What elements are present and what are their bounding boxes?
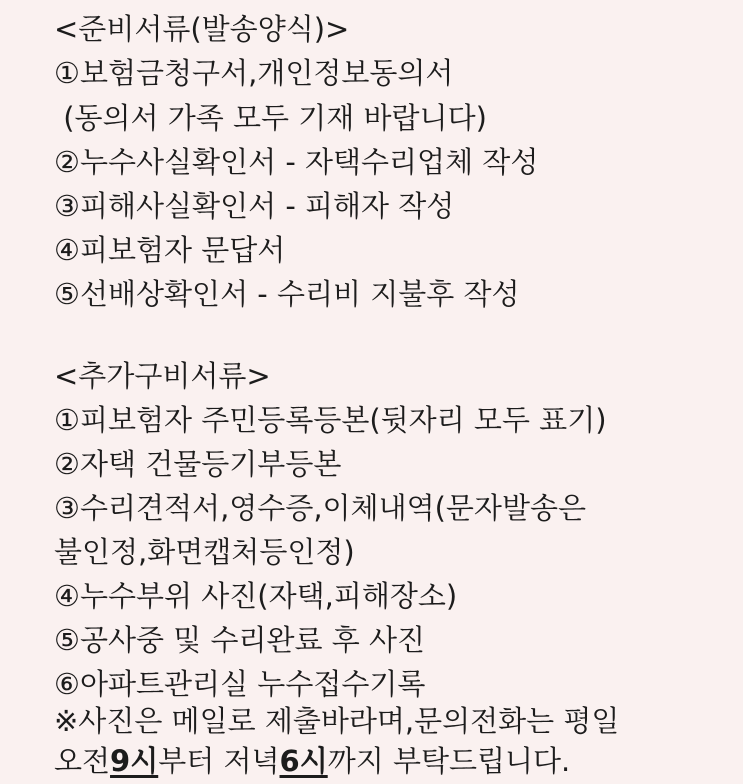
note-line-1: ※사진은 메일로 제출바라며,문의전화는 평일: [54, 704, 620, 738]
note-text: 오전: [54, 744, 111, 778]
list-item: ①보험금청구서,개인정보동의서: [54, 56, 454, 90]
note-text: 까지 부탁드립니다.: [327, 744, 571, 778]
list-item: ③수리견적서,영수증,이체내역(문자발송은: [54, 491, 586, 525]
list-item-note: (동의서 가족 모두 기재 바랍니다): [54, 101, 487, 135]
list-item: ②자택 건물등기부등본: [54, 447, 342, 481]
note-text: 부터 저녁: [158, 744, 280, 778]
list-item: ①피보험자 주민등록등본(뒷자리 모두 표기): [54, 403, 607, 437]
highlight-time-start: 9시: [110, 744, 159, 778]
list-item: ⑥아파트관리실 누수접수기록: [54, 667, 426, 701]
list-item: ③피해사실확인서 - 피해자 작성: [54, 189, 455, 223]
section-header-required-docs: <준비서류(발송양식)>: [54, 12, 350, 46]
list-item: ②누수사실확인서 - 자택수리업체 작성: [54, 145, 539, 179]
section-header-additional-docs: <추가구비서류>: [54, 359, 271, 393]
list-item: ⑤공사중 및 수리완료 후 사진: [54, 623, 426, 657]
list-item: ④누수부위 사진(자택,피해장소): [54, 579, 458, 613]
list-item-continuation: 불인정,화면캡처등인정): [54, 535, 355, 569]
list-item: ⑤선배상확인서 - 수리비 지불후 작성: [54, 277, 520, 311]
highlight-time-end: 6시: [279, 744, 328, 778]
list-item: ④피보험자 문답서: [54, 233, 286, 267]
note-line-2: [54, 740, 570, 782]
